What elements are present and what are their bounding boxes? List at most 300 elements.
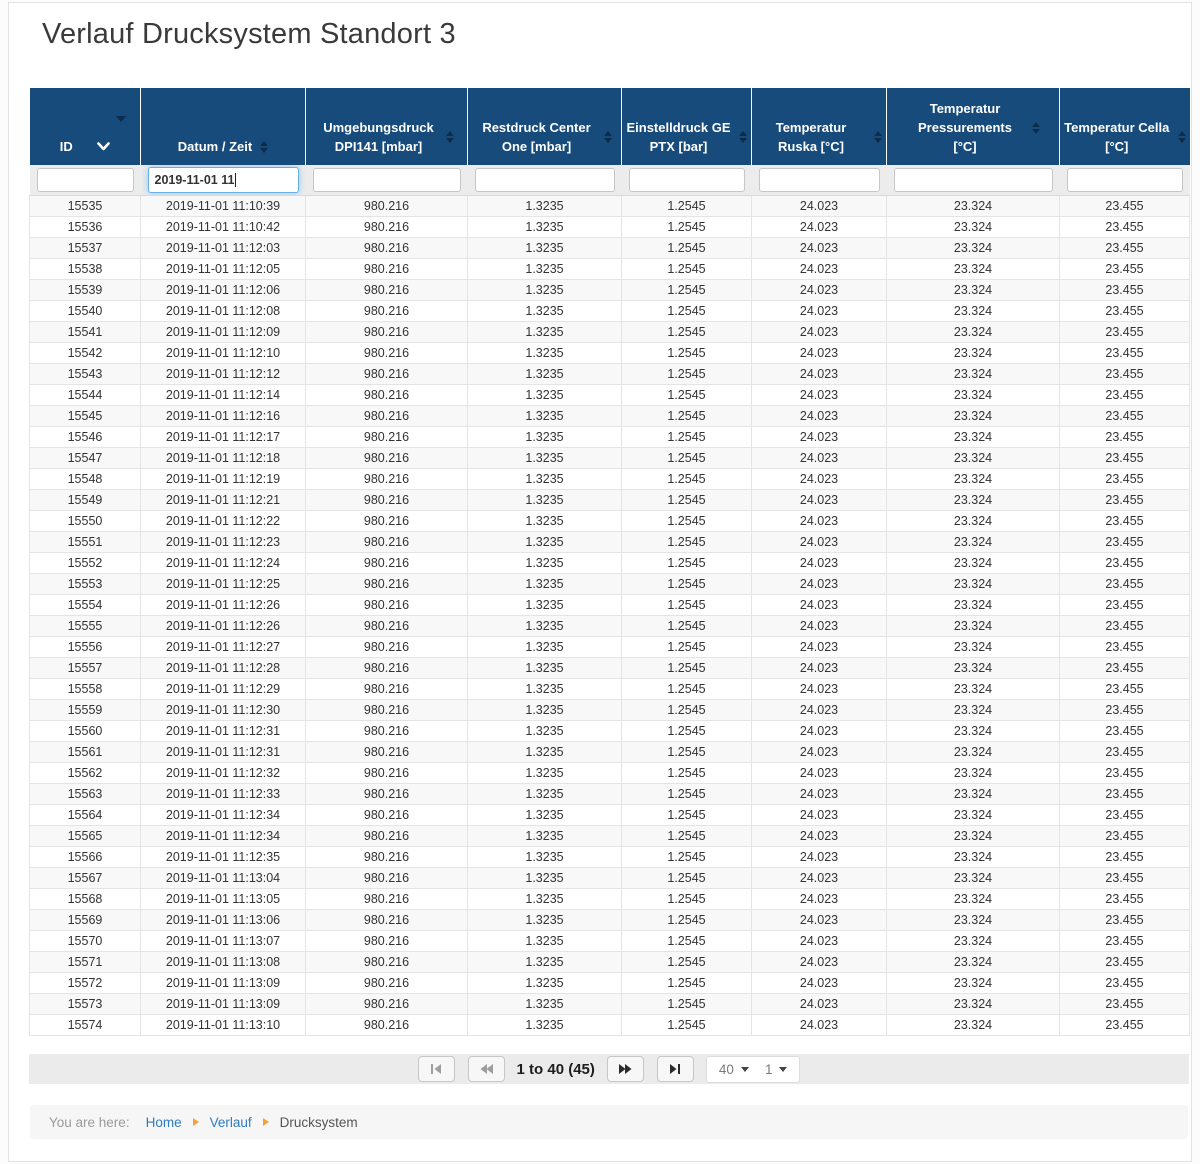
table-row[interactable] xyxy=(30,825,1190,846)
table-cell: 23.455 xyxy=(1060,573,1190,594)
table-cell: 23.324 xyxy=(887,426,1060,447)
table-cell: 15540 xyxy=(30,300,141,321)
table-cell: 1.3235 xyxy=(468,510,622,531)
table-cell: 23.324 xyxy=(887,804,1060,825)
table-cell: 980.216 xyxy=(306,447,468,468)
table-cell: 2019-11-01 11:12:16 xyxy=(141,405,306,426)
column-label: Datum / Zeit xyxy=(177,139,253,154)
table-cell: 980.216 xyxy=(306,237,468,258)
filter-input-restdruck-center-one[interactable] xyxy=(475,168,615,192)
table-cell: 2019-11-01 11:12:32 xyxy=(141,762,306,783)
table-cell: 1.2545 xyxy=(622,657,752,678)
table-cell: 23.455 xyxy=(1060,300,1190,321)
table-cell: 980.216 xyxy=(306,531,468,552)
sort-icon[interactable] xyxy=(446,131,454,143)
table-cell: 23.455 xyxy=(1060,237,1190,258)
table-cell: 1.2545 xyxy=(622,972,752,993)
table-cell: 1.2545 xyxy=(622,804,752,825)
table-cell: 2019-11-01 11:10:42 xyxy=(141,216,306,237)
table-row[interactable] xyxy=(30,930,1190,951)
table-cell: 24.023 xyxy=(752,237,887,258)
column-header-datum-zeit[interactable] xyxy=(141,88,306,165)
column-header-restdruck-center-one[interactable] xyxy=(468,88,622,165)
table-cell: 23.324 xyxy=(887,405,1060,426)
table-cell: 24.023 xyxy=(752,888,887,909)
table-cell: 24.023 xyxy=(752,573,887,594)
table-cell: 23.324 xyxy=(887,825,1060,846)
table-cell: 1.3235 xyxy=(468,531,622,552)
table-cell: 24.023 xyxy=(752,468,887,489)
table-cell: 980.216 xyxy=(306,489,468,510)
table-cell: 980.216 xyxy=(306,762,468,783)
breadcrumb-prefix: You are here: xyxy=(49,1114,130,1130)
table-cell: 23.324 xyxy=(887,741,1060,762)
table-cell: 23.455 xyxy=(1060,699,1190,720)
table-cell: 1.3235 xyxy=(468,888,622,909)
table-cell: 23.455 xyxy=(1060,783,1190,804)
table-cell: 23.455 xyxy=(1060,951,1190,972)
table-row[interactable] xyxy=(30,384,1190,405)
table-cell: 24.023 xyxy=(752,258,887,279)
table-cell: 24.023 xyxy=(752,615,887,636)
table-cell: 23.324 xyxy=(887,489,1060,510)
table-cell: 980.216 xyxy=(306,867,468,888)
table-cell: 23.324 xyxy=(887,447,1060,468)
table-cell: 15560 xyxy=(30,720,141,741)
table-cell: 24.023 xyxy=(752,825,887,846)
sort-icon[interactable] xyxy=(604,131,612,143)
table-cell: 23.455 xyxy=(1060,258,1190,279)
pagination-bar xyxy=(29,1054,1189,1084)
table-cell: 23.455 xyxy=(1060,363,1190,384)
table-filter-row xyxy=(30,165,1190,195)
table-cell: 1.2545 xyxy=(622,489,752,510)
table-cell: 980.216 xyxy=(306,195,468,216)
table-cell: 2019-11-01 11:12:25 xyxy=(141,573,306,594)
table-cell: 1.3235 xyxy=(468,321,622,342)
table-cell: 1.3235 xyxy=(468,846,622,867)
table-row[interactable] xyxy=(30,321,1190,342)
table-cell: 1.2545 xyxy=(622,447,752,468)
table-cell: 23.455 xyxy=(1060,762,1190,783)
table-cell: 2019-11-01 11:12:31 xyxy=(141,720,306,741)
table-cell: 2019-11-01 11:13:05 xyxy=(141,888,306,909)
table-cell: 980.216 xyxy=(306,405,468,426)
table-cell: 23.324 xyxy=(887,552,1060,573)
table-row[interactable] xyxy=(30,594,1190,615)
table-cell: 1.2545 xyxy=(622,951,752,972)
table-row[interactable] xyxy=(30,615,1190,636)
table-cell: 24.023 xyxy=(752,972,887,993)
table-cell: 980.216 xyxy=(306,888,468,909)
table-cell: 2019-11-01 11:12:24 xyxy=(141,552,306,573)
table-cell: 980.216 xyxy=(306,720,468,741)
table-cell: 23.324 xyxy=(887,321,1060,342)
table-cell: 1.2545 xyxy=(622,993,752,1014)
filter-input-temperatur-cella[interactable] xyxy=(1067,168,1183,192)
table-cell: 15564 xyxy=(30,804,141,825)
table-cell: 23.455 xyxy=(1060,405,1190,426)
table-row[interactable] xyxy=(30,636,1190,657)
table-row[interactable] xyxy=(30,993,1190,1014)
table-cell: 2019-11-01 11:12:10 xyxy=(141,342,306,363)
table-cell: 1.2545 xyxy=(622,237,752,258)
table-cell: 1.3235 xyxy=(468,699,622,720)
table-row[interactable] xyxy=(30,426,1190,447)
table-cell: 1.3235 xyxy=(468,573,622,594)
table-row[interactable] xyxy=(30,216,1190,237)
table-cell: 23.324 xyxy=(887,951,1060,972)
table-cell: 2019-11-01 11:12:26 xyxy=(141,594,306,615)
table-row[interactable] xyxy=(30,951,1190,972)
table-cell: 23.324 xyxy=(887,699,1060,720)
table-cell: 15571 xyxy=(30,951,141,972)
table-cell: 23.324 xyxy=(887,195,1060,216)
table-row[interactable] xyxy=(30,804,1190,825)
sort-icon[interactable] xyxy=(260,141,268,153)
table-cell: 2019-11-01 11:13:09 xyxy=(141,972,306,993)
column-header-id[interactable] xyxy=(30,88,141,165)
table-cell: 24.023 xyxy=(752,342,887,363)
table-cell: 1.3235 xyxy=(468,972,622,993)
breadcrumb-item-drucksystem: Drucksystem xyxy=(279,1114,358,1130)
table-cell: 24.023 xyxy=(752,363,887,384)
table-cell: 980.216 xyxy=(306,552,468,573)
table-cell: 23.324 xyxy=(887,993,1060,1014)
table-cell: 15561 xyxy=(30,741,141,762)
table-row[interactable] xyxy=(30,888,1190,909)
table-cell: 2019-11-01 11:12:23 xyxy=(141,531,306,552)
table-cell: 2019-11-01 11:12:27 xyxy=(141,636,306,657)
table-cell: 15546 xyxy=(30,426,141,447)
table-cell: 23.324 xyxy=(887,384,1060,405)
table-cell: 24.023 xyxy=(752,762,887,783)
table-cell: 15567 xyxy=(30,867,141,888)
table-cell: 15553 xyxy=(30,573,141,594)
table-cell: 24.023 xyxy=(752,909,887,930)
table-cell: 23.455 xyxy=(1060,636,1190,657)
table-cell: 23.455 xyxy=(1060,279,1190,300)
column-label: Temperatur Pressurements [°C] xyxy=(918,101,1012,154)
table-cell: 15547 xyxy=(30,447,141,468)
table-cell: 980.216 xyxy=(306,825,468,846)
table-cell: 1.3235 xyxy=(468,657,622,678)
table-cell: 1.3235 xyxy=(468,951,622,972)
table-cell: 15555 xyxy=(30,615,141,636)
filter-input-umgebungsdruck-dpi141[interactable] xyxy=(313,168,461,192)
table-cell: 15551 xyxy=(30,531,141,552)
page-title: Verlauf Drucksystem Standort 3 xyxy=(42,18,456,50)
table-cell: 1.2545 xyxy=(622,384,752,405)
table-cell: 23.324 xyxy=(887,783,1060,804)
table-cell: 23.455 xyxy=(1060,615,1190,636)
table-row[interactable] xyxy=(30,867,1190,888)
sort-icon[interactable] xyxy=(874,131,882,143)
breadcrumb xyxy=(30,1105,1188,1139)
table-cell: 2019-11-01 11:12:17 xyxy=(141,426,306,447)
table-cell: 980.216 xyxy=(306,804,468,825)
table-cell: 980.216 xyxy=(306,321,468,342)
table-cell: 980.216 xyxy=(306,972,468,993)
table-cell: 1.3235 xyxy=(468,825,622,846)
table-cell: 24.023 xyxy=(752,321,887,342)
table-cell: 23.455 xyxy=(1060,825,1190,846)
table-cell: 1.2545 xyxy=(622,342,752,363)
table-row[interactable] xyxy=(30,762,1190,783)
table-cell: 24.023 xyxy=(752,510,887,531)
table-cell: 24.023 xyxy=(752,1014,887,1035)
table-cell: 980.216 xyxy=(306,993,468,1014)
table-cell: 24.023 xyxy=(752,993,887,1014)
table-row[interactable] xyxy=(30,846,1190,867)
fast-forward-icon xyxy=(618,1063,633,1075)
filter-input-temperatur-pressurements[interactable] xyxy=(894,168,1053,192)
table-cell: 1.3235 xyxy=(468,384,622,405)
table-cell: 15558 xyxy=(30,678,141,699)
table-cell: 24.023 xyxy=(752,678,887,699)
table-cell: 23.455 xyxy=(1060,342,1190,363)
table-row[interactable] xyxy=(30,699,1190,720)
table-cell: 2019-11-01 11:12:08 xyxy=(141,300,306,321)
table-cell: 2019-11-01 11:12:03 xyxy=(141,237,306,258)
skip-to-first-icon xyxy=(429,1063,443,1075)
table-cell: 15566 xyxy=(30,846,141,867)
table-cell: 2019-11-01 11:13:07 xyxy=(141,930,306,951)
sort-icon[interactable] xyxy=(739,131,747,143)
table-row[interactable] xyxy=(30,279,1190,300)
table-cell: 2019-11-01 11:12:19 xyxy=(141,468,306,489)
table-cell: 980.216 xyxy=(306,342,468,363)
table-row[interactable] xyxy=(30,1014,1190,1035)
column-header-temperatur-pressurements[interactable] xyxy=(887,88,1060,165)
table-cell: 1.2545 xyxy=(622,531,752,552)
table-cell: 1.3235 xyxy=(468,615,622,636)
page-size-select[interactable] xyxy=(711,1057,757,1082)
table-row[interactable] xyxy=(30,552,1190,573)
table-cell: 2019-11-01 11:12:26 xyxy=(141,615,306,636)
table-cell: 1.2545 xyxy=(622,279,752,300)
table-cell: 2019-11-01 11:12:29 xyxy=(141,678,306,699)
table-cell: 23.324 xyxy=(887,573,1060,594)
table-cell: 1.3235 xyxy=(468,363,622,384)
skip-to-last-icon xyxy=(668,1063,682,1075)
filter-input-temperatur-ruska[interactable] xyxy=(759,168,880,192)
table-cell: 2019-11-01 11:12:09 xyxy=(141,321,306,342)
table-cell: 2019-11-01 11:12:30 xyxy=(141,699,306,720)
sort-icon[interactable] xyxy=(1032,122,1040,134)
table-body xyxy=(30,195,1190,1035)
table-cell: 15543 xyxy=(30,363,141,384)
table-cell: 980.216 xyxy=(306,573,468,594)
table-row[interactable] xyxy=(30,678,1190,699)
table-cell: 15536 xyxy=(30,216,141,237)
table-row[interactable] xyxy=(30,783,1190,804)
table-cell: 1.3235 xyxy=(468,426,622,447)
table-cell: 1.2545 xyxy=(622,930,752,951)
table-cell: 1.3235 xyxy=(468,405,622,426)
next-page-button[interactable] xyxy=(607,1056,644,1082)
table-cell: 15552 xyxy=(30,552,141,573)
table-cell: 1.3235 xyxy=(468,930,622,951)
column-label: Temperatur Cella [°C] xyxy=(1064,120,1170,154)
table-cell: 2019-11-01 11:12:05 xyxy=(141,258,306,279)
table-cell: 23.324 xyxy=(887,594,1060,615)
table-cell: 980.216 xyxy=(306,615,468,636)
filter-input-id[interactable] xyxy=(37,168,134,192)
filter-input-einstelldruck-ge-ptx[interactable] xyxy=(629,168,745,192)
table-cell: 980.216 xyxy=(306,741,468,762)
table-cell: 24.023 xyxy=(752,552,887,573)
table-cell: 24.023 xyxy=(752,405,887,426)
table-cell: 23.324 xyxy=(887,657,1060,678)
table-cell: 23.455 xyxy=(1060,678,1190,699)
table-row[interactable] xyxy=(30,363,1190,384)
table-cell: 1.3235 xyxy=(468,342,622,363)
table-cell: 15556 xyxy=(30,636,141,657)
table-cell: 23.324 xyxy=(887,909,1060,930)
table-cell: 2019-11-01 11:12:28 xyxy=(141,657,306,678)
table-cell: 980.216 xyxy=(306,426,468,447)
table-cell: 24.023 xyxy=(752,699,887,720)
table-cell: 23.324 xyxy=(887,720,1060,741)
table-cell: 1.2545 xyxy=(622,741,752,762)
text-cursor xyxy=(235,173,236,187)
table-cell: 15557 xyxy=(30,657,141,678)
table-row[interactable] xyxy=(30,300,1190,321)
table-cell: 980.216 xyxy=(306,846,468,867)
table-cell: 23.324 xyxy=(887,510,1060,531)
table-cell: 1.2545 xyxy=(622,573,752,594)
table-cell: 15565 xyxy=(30,825,141,846)
table-row[interactable] xyxy=(30,741,1190,762)
table-cell: 1.2545 xyxy=(622,405,752,426)
table-cell: 15542 xyxy=(30,342,141,363)
table-cell: 24.023 xyxy=(752,426,887,447)
table-cell: 1.3235 xyxy=(468,258,622,279)
table-cell: 1.2545 xyxy=(622,1014,752,1035)
table-row[interactable] xyxy=(30,237,1190,258)
chevron-down-icon[interactable] xyxy=(97,142,110,151)
table-row[interactable] xyxy=(30,405,1190,426)
breadcrumb-item-verlauf[interactable]: Verlauf xyxy=(209,1114,252,1130)
column-header-temperatur-ruska[interactable] xyxy=(752,88,887,165)
table-cell: 1.2545 xyxy=(622,636,752,657)
page-number-select[interactable] xyxy=(757,1057,796,1082)
table-cell: 1.3235 xyxy=(468,594,622,615)
table-cell: 1.3235 xyxy=(468,195,622,216)
table-row[interactable] xyxy=(30,195,1190,216)
table-cell: 24.023 xyxy=(752,531,887,552)
table-row[interactable] xyxy=(30,909,1190,930)
table-cell: 1.2545 xyxy=(622,363,752,384)
table-cell: 2019-11-01 11:13:06 xyxy=(141,909,306,930)
table-cell: 23.324 xyxy=(887,279,1060,300)
table-cell: 1.2545 xyxy=(622,909,752,930)
table-cell: 23.455 xyxy=(1060,594,1190,615)
column-header-temperatur-cella[interactable] xyxy=(1060,88,1190,165)
column-header-einstelldruck-ge-ptx[interactable] xyxy=(622,88,752,165)
table-cell: 24.023 xyxy=(752,489,887,510)
table-cell: 980.216 xyxy=(306,1014,468,1035)
column-header-umgebungsdruck-dpi141[interactable] xyxy=(306,88,468,165)
table-cell: 24.023 xyxy=(752,846,887,867)
table-cell: 23.455 xyxy=(1060,930,1190,951)
table-cell: 1.2545 xyxy=(622,867,752,888)
table-cell: 15548 xyxy=(30,468,141,489)
filter-input-datum-zeit[interactable] xyxy=(148,167,299,193)
table-cell: 1.3235 xyxy=(468,783,622,804)
table-cell: 24.023 xyxy=(752,636,887,657)
table-row[interactable] xyxy=(30,510,1190,531)
table-cell: 1.2545 xyxy=(622,762,752,783)
table-cell: 2019-11-01 11:12:33 xyxy=(141,783,306,804)
sort-icon[interactable] xyxy=(1178,131,1186,143)
table-cell: 2019-11-01 11:12:31 xyxy=(141,741,306,762)
table-cell: 23.455 xyxy=(1060,993,1190,1014)
first-page-button[interactable] xyxy=(418,1056,455,1082)
table-cell: 23.324 xyxy=(887,342,1060,363)
table-cell: 23.455 xyxy=(1060,384,1190,405)
previous-page-button[interactable] xyxy=(468,1056,505,1082)
table-row[interactable] xyxy=(30,489,1190,510)
table-row[interactable] xyxy=(30,342,1190,363)
breadcrumb-separator-icon xyxy=(263,1118,269,1126)
table-row[interactable] xyxy=(30,573,1190,594)
table-cell: 1.3235 xyxy=(468,762,622,783)
column-label: ID xyxy=(59,139,73,154)
table-cell: 24.023 xyxy=(752,783,887,804)
table-cell: 980.216 xyxy=(306,363,468,384)
breadcrumb-item-home[interactable]: Home xyxy=(145,1114,182,1130)
table-cell: 2019-11-01 11:12:14 xyxy=(141,384,306,405)
table-cell: 23.455 xyxy=(1060,846,1190,867)
table-cell: 23.455 xyxy=(1060,321,1190,342)
table-cell: 15570 xyxy=(30,930,141,951)
table-cell: 2019-11-01 11:12:22 xyxy=(141,510,306,531)
table-cell: 1.2545 xyxy=(622,195,752,216)
table-cell: 23.324 xyxy=(887,762,1060,783)
table-cell: 23.324 xyxy=(887,468,1060,489)
table-cell: 15568 xyxy=(30,888,141,909)
last-page-button[interactable] xyxy=(657,1056,694,1082)
table-cell: 1.3235 xyxy=(468,468,622,489)
table-cell: 15573 xyxy=(30,993,141,1014)
table-cell: 23.455 xyxy=(1060,468,1190,489)
table-row[interactable] xyxy=(30,531,1190,552)
chevron-down-icon xyxy=(779,1067,787,1072)
table-cell: 23.455 xyxy=(1060,510,1190,531)
table-cell: 15538 xyxy=(30,258,141,279)
table-cell: 23.455 xyxy=(1060,426,1190,447)
table-cell: 23.455 xyxy=(1060,741,1190,762)
table-cell: 15549 xyxy=(30,489,141,510)
table-row[interactable] xyxy=(30,258,1190,279)
column-label: Einstelldruck GE PTX [bar] xyxy=(626,120,731,154)
table-cell: 24.023 xyxy=(752,720,887,741)
table-cell: 24.023 xyxy=(752,384,887,405)
table-cell: 15574 xyxy=(30,1014,141,1035)
table-row[interactable] xyxy=(30,657,1190,678)
table-row[interactable] xyxy=(30,720,1190,741)
rewind-icon xyxy=(479,1063,494,1075)
page-container xyxy=(8,2,1192,1162)
table-row[interactable] xyxy=(30,972,1190,993)
table-row[interactable] xyxy=(30,468,1190,489)
table-row[interactable] xyxy=(30,447,1190,468)
table-cell: 23.455 xyxy=(1060,489,1190,510)
table-cell: 1.3235 xyxy=(468,867,622,888)
table-cell: 1.3235 xyxy=(468,237,622,258)
